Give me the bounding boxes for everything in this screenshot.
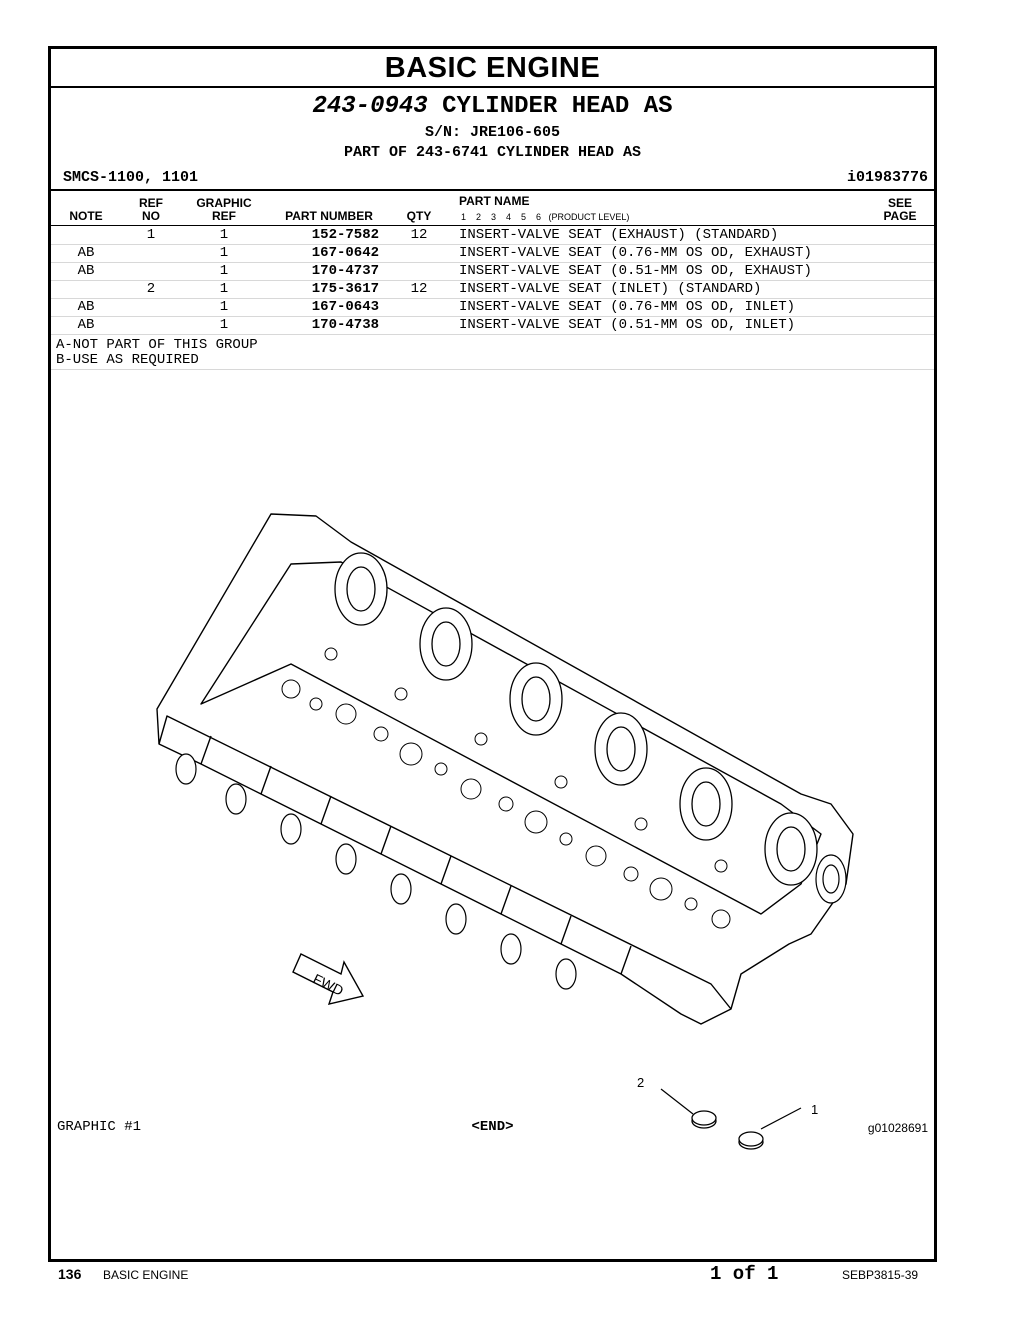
part-of-line: PART OF 243-6741 CYLINDER HEAD AS: [343, 144, 642, 161]
part-number-link[interactable]: 152-7582: [311, 227, 379, 243]
part-number-link[interactable]: 170-4738: [311, 317, 379, 333]
illustration-ident: i01983776: [846, 169, 928, 186]
end-marker: <END>: [471, 1119, 514, 1135]
table-row[interactable]: AB 1 167-0642 INSERT-VALVE SEAT (0.76-MM OS OD, EXHAUST): [51, 244, 934, 263]
cylinder-head-drawing: [141, 504, 861, 1117]
group-name: CYLINDER HEAD AS: [442, 93, 673, 120]
fwd-label: FWD: [310, 970, 347, 999]
col-see-bottom: PAGE: [883, 209, 917, 223]
table-row[interactable]: AB 1 167-0643 INSERT-VALVE SEAT (0.76-MM OS OD, INLET): [51, 298, 934, 317]
page-number: 136: [58, 1266, 82, 1282]
group-title: [51, 93, 934, 120]
table-row[interactable]: AB 1 170-4737 INSERT-VALVE SEAT (0.51-MM OS OD, EXHAUST): [51, 262, 934, 281]
col-note: NOTE: [69, 209, 103, 223]
col-graphic-top: GRAPHIC: [196, 196, 252, 210]
callout-2: 2: [637, 1075, 645, 1090]
col-part-name: PART NAME: [459, 194, 530, 208]
document-id: SEBP3815-39: [842, 1268, 919, 1282]
forward-arrow-icon: [293, 954, 363, 1004]
page-of: 1 of 1: [710, 1263, 779, 1285]
footer-section: BASIC ENGINE: [103, 1268, 189, 1282]
serial-number: S/N: JRE106-605: [424, 124, 561, 141]
part-number-link[interactable]: 167-0642: [311, 245, 379, 261]
col-see-top: SEE: [887, 196, 912, 210]
col-product-levels: 1 2 3 4 5 6 (PRODUCT LEVEL): [461, 212, 630, 222]
col-qty: QTY: [406, 209, 432, 223]
note-a: A-NOT PART OF THIS GROUP: [56, 337, 258, 353]
part-number-link[interactable]: 170-4737: [311, 263, 379, 279]
notes-divider: [51, 369, 934, 370]
header-divider: [51, 189, 934, 191]
table-row[interactable]: 2 1 175-3617 12 INSERT-VALVE SEAT (INLET) (STANDARD): [51, 280, 934, 299]
col-ref-top: REF: [139, 196, 163, 210]
part-number-link[interactable]: 175-3617: [311, 281, 379, 297]
col-part-number: PART NUMBER: [285, 209, 373, 223]
col-ref-bottom: NO: [142, 209, 160, 223]
section-banner: BASIC ENGINE: [51, 49, 934, 88]
smcs-code: SMCS-1100, 1101: [63, 169, 199, 186]
graphic-label: GRAPHIC #1: [57, 1119, 142, 1135]
group-part-number[interactable]: 243-0943: [312, 93, 428, 120]
callout-1: 1: [811, 1102, 819, 1117]
note-b: B-USE AS REQUIRED: [56, 352, 199, 368]
part-number-link[interactable]: 167-0643: [311, 299, 379, 315]
table-row[interactable]: 1 1 152-7582 12 INSERT-VALVE SEAT (EXHAUST) (STANDARD): [51, 226, 934, 245]
col-graphic-bottom: REF: [212, 209, 236, 223]
table-row[interactable]: AB 1 170-4738 INSERT-VALVE SEAT (0.51-MM OS OD, INLET): [51, 316, 934, 335]
graphic-id: g01028691: [867, 1121, 928, 1135]
page-frame: [48, 46, 937, 1262]
